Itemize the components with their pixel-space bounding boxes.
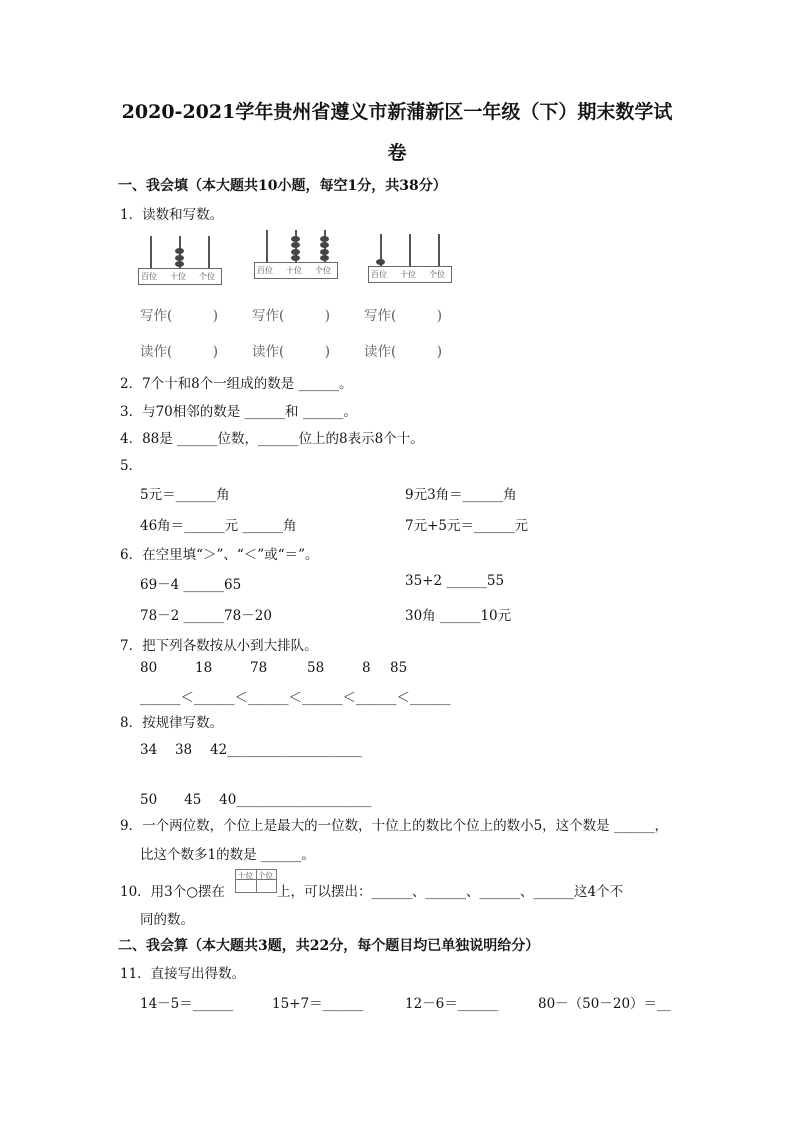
abacus-place-label: 百位: [141, 272, 157, 281]
abacus-place-label: 个位: [199, 272, 215, 281]
q1-write-1: 写作( ): [140, 308, 219, 324]
question-5-number: 5．: [120, 458, 143, 474]
q7-number-3: 78: [250, 660, 268, 676]
abacus-bead: [320, 255, 329, 261]
q1-write-2: 写作( ): [252, 308, 331, 324]
abacus-bead: [175, 248, 184, 254]
question-6-prompt: 6．在空里填“＞”、“＜”或“＝”。: [120, 547, 319, 563]
q5-item-a: 5元＝______角: [140, 487, 230, 503]
abacus-base: [368, 266, 452, 283]
section-heading-2: 二、我会算（本大题共3题，共22分，每个题目均已单独说明给分）: [118, 938, 540, 954]
abacus-bead: [291, 242, 300, 248]
abacus-bead: [291, 255, 300, 261]
abacus-place-label: 个位: [315, 266, 331, 275]
abacus-rod: [150, 236, 152, 268]
q6-item-b: 35+2 ______55: [405, 573, 505, 589]
question-10-pre: 10．用3个○摆在: [120, 884, 226, 900]
q5-item-b: 9元3角＝______角: [405, 487, 517, 503]
q7-order-blanks: ______＜______＜______＜______＜______＜______: [140, 690, 451, 706]
q7-number-1: 80: [140, 660, 158, 676]
q7-number-4: 58: [307, 660, 325, 676]
q1-read-1: 读作( ): [140, 344, 219, 360]
question-3: 3．与70相邻的数是 ______和 ______。: [120, 404, 357, 420]
question-9-line2: 比这个数多1的数是 ______。: [140, 847, 315, 863]
place-value-ones-label: 个位: [258, 871, 273, 880]
abacus-bead: [291, 249, 300, 255]
abacus-rod: [266, 230, 268, 262]
abacus-rod: [409, 234, 411, 266]
q7-number-5: 8: [362, 660, 371, 676]
abacus-rod: [438, 234, 440, 266]
question-11-prompt: 11．直接写出得数。: [120, 966, 246, 982]
q11-item-1: 14－5＝______: [140, 996, 234, 1012]
abacus-rod: [208, 236, 210, 268]
abacus-place-label: 百位: [257, 266, 273, 275]
q6-item-c: 78－2 ______78－20: [140, 608, 272, 624]
abacus-bead: [376, 259, 385, 265]
abacus-bead: [175, 261, 184, 267]
abacus-bead: [291, 236, 300, 242]
abacus-bead: [320, 249, 329, 255]
question-8-prompt: 8．按规律写数。: [120, 715, 224, 731]
abacus-bead: [320, 242, 329, 248]
abacus-place-label: 十位: [400, 270, 416, 279]
question-2: 2．7个十和8个一组成的数是 ______。: [120, 376, 353, 392]
question-10-post: 上，可以摆出：______、______、______、______这4个不: [277, 884, 624, 900]
question-1-prompt: 1．读数和写数。: [120, 207, 224, 223]
abacus-bead: [175, 255, 184, 261]
question-9-line1: 9．一个两位数，个位上是最大的一位数，十位上的数比个位上的数小5，这个数是 ______，: [120, 818, 668, 834]
q11-item-4: 80－（50－20）＝__: [538, 996, 671, 1012]
q8-row-2: 50 45 40____________________: [140, 792, 372, 808]
q11-item-2: 15+7＝______: [272, 996, 364, 1012]
abacus-place-label: 十位: [286, 266, 302, 275]
abacus-base: [138, 268, 222, 285]
abacus-place-label: 百位: [371, 270, 387, 279]
question-7-prompt: 7．把下列各数按从小到大排队。: [120, 638, 318, 654]
abacus-bead: [320, 236, 329, 242]
q8-row-1: 34 38 42____________________: [140, 742, 363, 758]
abacus-place-label: 个位: [429, 270, 445, 279]
q5-item-c: 46角＝______元 ______角: [140, 518, 297, 534]
abacus-place-label: 十位: [170, 272, 186, 281]
q6-item-d: 30角 ______10元: [405, 608, 512, 624]
q1-read-2: 读作( ): [252, 344, 331, 360]
place-value-chart: [235, 869, 277, 893]
q6-item-a: 69－4 ______65: [140, 577, 242, 593]
place-value-tens-label: 十位: [238, 871, 253, 880]
question-4: 4．88是 ______位数，______位上的8表示8个十。: [120, 431, 424, 447]
q1-write-3: 写作( ): [364, 308, 443, 324]
q5-item-d: 7元+5元＝______元: [405, 518, 528, 534]
q7-number-2: 18: [195, 660, 213, 676]
section-heading-1: 一、我会填（本大题共10小题，每空1分，共38分）: [118, 178, 447, 194]
q11-item-3: 12－6＝______: [405, 996, 499, 1012]
page-title-line1: 2020-2021学年贵州省遵义市新蒲新区一年级（下）期末数学试: [121, 101, 673, 123]
q7-number-6: 85: [390, 660, 408, 676]
abacus-base: [254, 262, 338, 279]
question-10-line2: 同的数。: [140, 912, 194, 928]
q1-read-3: 读作( ): [364, 344, 443, 360]
page-title-line2: 卷: [387, 142, 407, 164]
